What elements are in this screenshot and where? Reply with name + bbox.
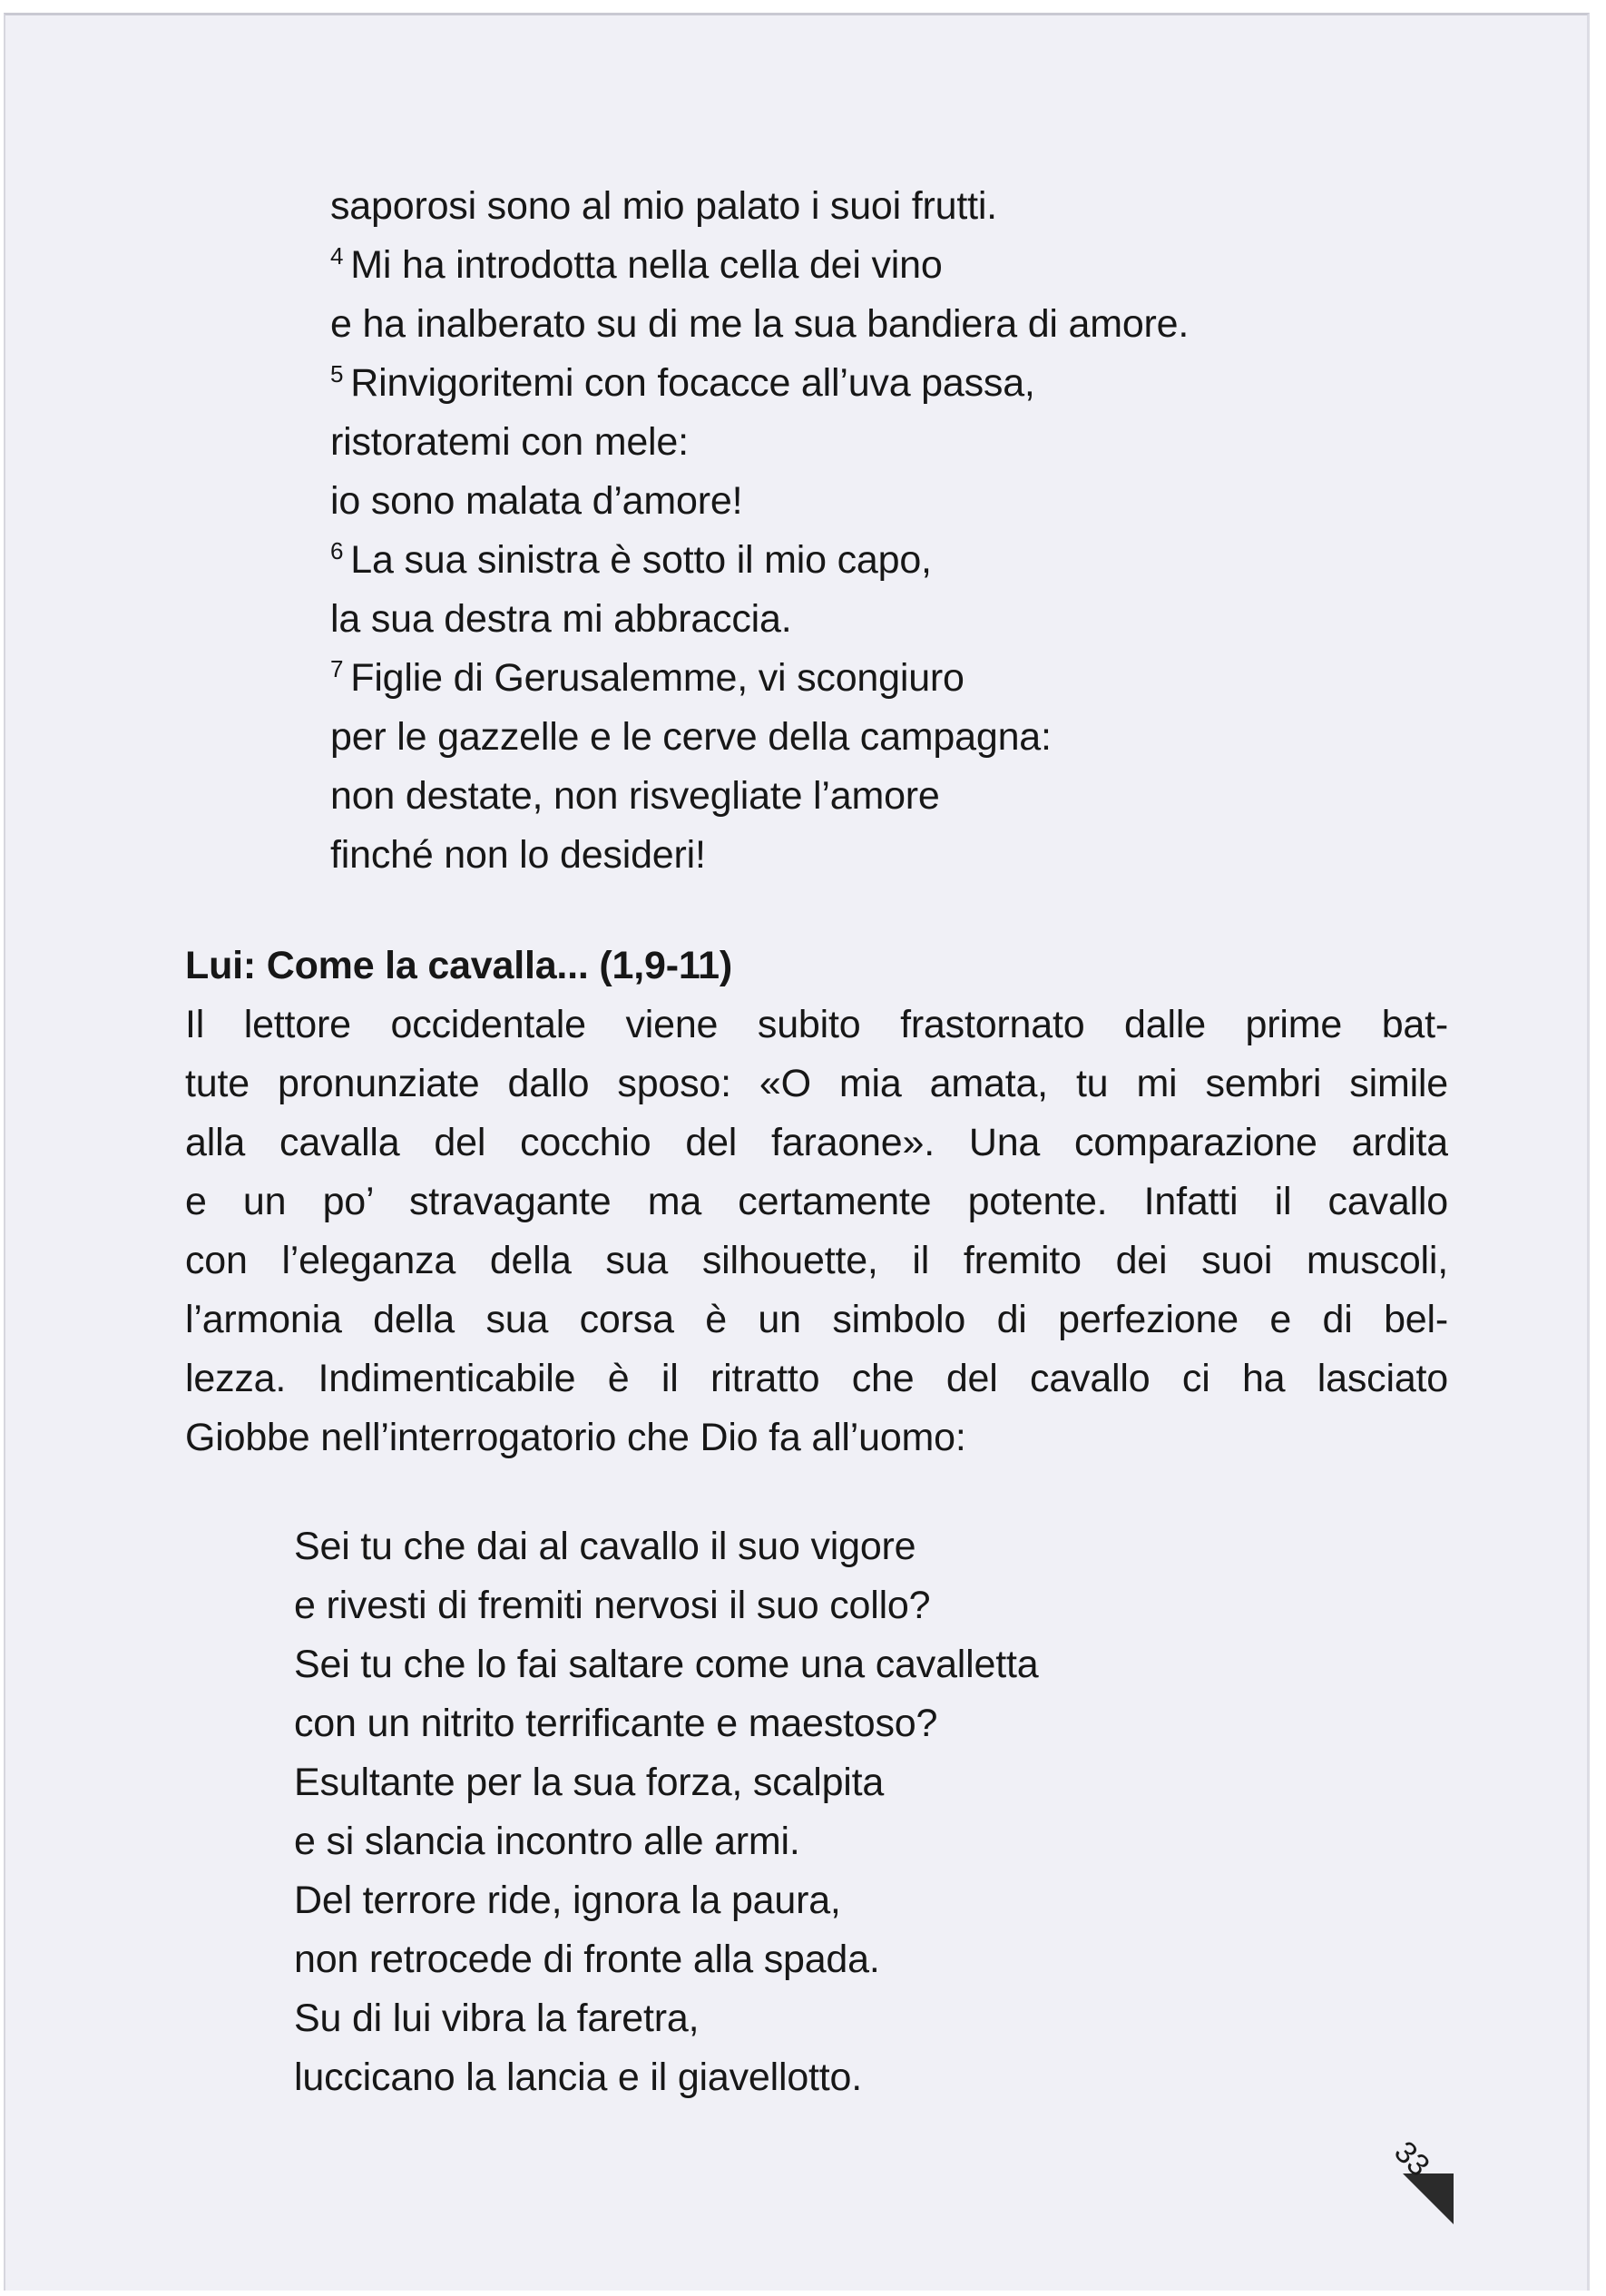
paragraph-line: con l’eleganza della sua silhouette, il fremito dei suoi muscoli, (185, 1239, 1448, 1282)
paragraph-line: Giobbe nell’interrogatorio che Dio fa all’uomo: (185, 1416, 966, 1459)
section-body (185, 937, 1448, 1467)
verse-line (330, 531, 1189, 590)
verse-line: non retrocede di fronte alla spada. (294, 1938, 880, 1981)
verse-line (330, 767, 1189, 826)
verse-line (330, 708, 1189, 767)
verse-line (330, 826, 1189, 885)
paragraph-line: Il lettore occidentale viene subito frastornato dalle prime bat- (185, 1003, 1448, 1046)
verse-text: ristoratemi con mele: (330, 420, 689, 464)
verse-line: con un nitrito terrificante e maestoso? (294, 1702, 938, 1745)
verse-line (330, 413, 1189, 472)
verse-text: Mi ha introdotta nella cella dei vino (350, 243, 943, 287)
page-number: 33 (1387, 2134, 1436, 2183)
verse-text: e ha inalberato su di me la sua bandiera di amore. (330, 302, 1190, 346)
verse-line: Sei tu che dai al cavallo il suo vigore (294, 1525, 916, 1568)
verse-line: Del terrore ride, ignora la paura, (294, 1879, 841, 1922)
verse-text: per le gazzelle e le cerve della campagna: (330, 715, 1052, 759)
verse-line (330, 354, 1189, 413)
verse-text: non destate, non risvegliate l’amore (330, 774, 940, 818)
book-page (4, 13, 1590, 2291)
verse-line (330, 236, 1189, 295)
verse-text: io sono malata d’amore! (330, 479, 743, 523)
verse-text: finché non lo desideri! (330, 833, 706, 877)
verse-line: Esultante per la sua forza, scalpita (294, 1761, 885, 1804)
paragraph-line: alla cavalla del cocchio del faraone». Una comparazione ardita (185, 1121, 1448, 1164)
verse-number: 5 (330, 360, 344, 388)
verse-line: luccicano la lancia e il giavellotto. (294, 2056, 863, 2099)
verse-text: Figlie di Gerusalemme, vi scongiuro (350, 656, 965, 700)
section-heading: Lui: Come la cavalla... (1,9-11) (185, 944, 733, 987)
paragraph-line: tute pronunziate dallo sposo: «O mia amata, tu mi sembri simile (185, 1062, 1448, 1105)
verse-line: Sei tu che lo fai saltare come una cavalletta (294, 1643, 1039, 1686)
verse-line (330, 472, 1189, 531)
verse-line: Su di lui vibra la faretra, (294, 1997, 700, 2040)
verse-text: La sua sinistra è sotto il mio capo, (350, 538, 932, 582)
verse-line: e si slancia incontro alle armi. (294, 1820, 800, 1863)
verse-block-2 (294, 1517, 1038, 2107)
verse-number: 6 (330, 537, 344, 564)
verse-text: Rinvigoritemi con focacce all’uva passa, (350, 361, 1035, 405)
verse-line: e rivesti di fremiti nervosi il suo collo? (294, 1584, 931, 1627)
paragraph-line: l’armonia della sua corsa è un simbolo di perfezione e di bel- (185, 1298, 1448, 1341)
verse-text: saporosi sono al mio palato i suoi frutti. (330, 184, 997, 228)
verse-line (330, 177, 1189, 236)
verse-line (330, 649, 1189, 708)
verse-block-1 (330, 177, 1189, 885)
verse-number: 4 (330, 242, 344, 270)
verse-line (330, 590, 1189, 649)
verse-line (330, 295, 1189, 354)
paragraph-line: e un po’ stravagante ma certamente potente. Infatti il cavallo (185, 1180, 1448, 1223)
paragraph-line: lezza. Indimenticabile è il ritratto che del cavallo ci ha lasciato (185, 1357, 1448, 1400)
verse-number: 7 (330, 655, 344, 682)
verse-text: la sua destra mi abbraccia. (330, 597, 792, 641)
